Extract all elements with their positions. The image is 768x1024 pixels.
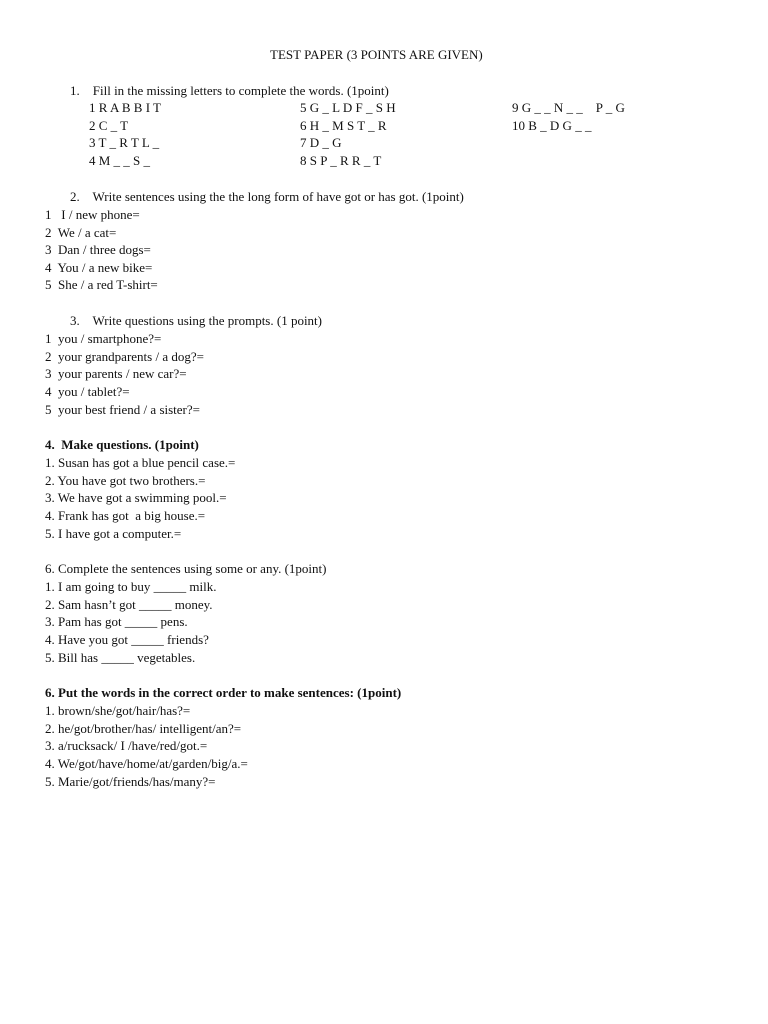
list-item: 2. Sam hasn’t got _____ money. bbox=[45, 597, 213, 612]
section-2-heading: 2. Write sentences using the the long form of have got or has got. (1point) bbox=[70, 189, 464, 204]
list-item: 4 you / tablet?= bbox=[45, 384, 130, 399]
word-item: 9 G _ _ N _ _ P _ G bbox=[512, 100, 625, 115]
list-item: 1. I am going to buy _____ milk. bbox=[45, 579, 217, 594]
section-5-heading: 6. Complete the sentences using some or any. (1point) bbox=[45, 561, 327, 576]
section-6-heading: 6. Put the words in the correct order to make sentences: (1point) bbox=[45, 685, 402, 700]
list-item: 2 your grandparents / a dog?= bbox=[45, 349, 204, 364]
word-item: 5 G _ L D F _ S H bbox=[300, 100, 396, 115]
word-item: 4 M _ _ S _ bbox=[89, 153, 151, 168]
list-item: 2. he/got/brother/has/ intelligent/an?= bbox=[45, 721, 242, 736]
list-item: 5. I have got a computer.= bbox=[45, 526, 182, 541]
list-item: 5. Marie/got/friends/has/many?= bbox=[45, 774, 216, 789]
list-item: 3 your parents / new car?= bbox=[45, 366, 187, 381]
word-item: 7 D _ G bbox=[300, 135, 342, 150]
list-item: 3. a/rucksack/ I /have/red/got.= bbox=[45, 738, 208, 753]
section-4-heading: 4. Make questions. (1point) bbox=[45, 437, 199, 452]
list-item: 1 I / new phone= bbox=[45, 207, 140, 222]
list-item: 2. You have got two brothers.= bbox=[45, 473, 206, 488]
word-item: 6 H _ M S T _ R bbox=[300, 118, 387, 133]
list-item: 4. Have you got _____ friends? bbox=[45, 632, 209, 647]
list-item: 1. brown/she/got/hair/has?= bbox=[45, 703, 191, 718]
list-item: 4 You / a new bike= bbox=[45, 260, 153, 275]
list-item: 1. Susan has got a blue pencil case.= bbox=[45, 455, 236, 470]
list-item: 1 you / smartphone?= bbox=[45, 331, 162, 346]
page-title: TEST PAPER (3 POINTS ARE GIVEN) bbox=[270, 47, 483, 62]
list-item: 2 We / a cat= bbox=[45, 225, 117, 240]
word-item: 8 S P _ R R _ T bbox=[300, 153, 382, 168]
word-item: 10 B _ D G _ _ bbox=[512, 118, 592, 133]
word-item: 1 R A B B I T bbox=[89, 100, 162, 115]
list-item: 4. Frank has got a big house.= bbox=[45, 508, 206, 523]
list-item: 3 Dan / three dogs= bbox=[45, 242, 151, 257]
word-item: 2 C _ T bbox=[89, 118, 129, 133]
list-item: 3. Pam has got _____ pens. bbox=[45, 614, 188, 629]
word-item: 3 T _ R T L _ bbox=[89, 135, 160, 150]
section-1-heading: 1. Fill in the missing letters to complete the words. (1point) bbox=[70, 83, 389, 98]
list-item: 5 She / a red T-shirt= bbox=[45, 277, 158, 292]
list-item: 3. We have got a swimming pool.= bbox=[45, 490, 227, 505]
list-item: 4. We/got/have/home/at/garden/big/a.= bbox=[45, 756, 248, 771]
list-item: 5. Bill has _____ vegetables. bbox=[45, 650, 196, 665]
section-3-heading: 3. Write questions using the prompts. (1 point) bbox=[70, 313, 322, 328]
list-item: 5 your best friend / a sister?= bbox=[45, 402, 200, 417]
